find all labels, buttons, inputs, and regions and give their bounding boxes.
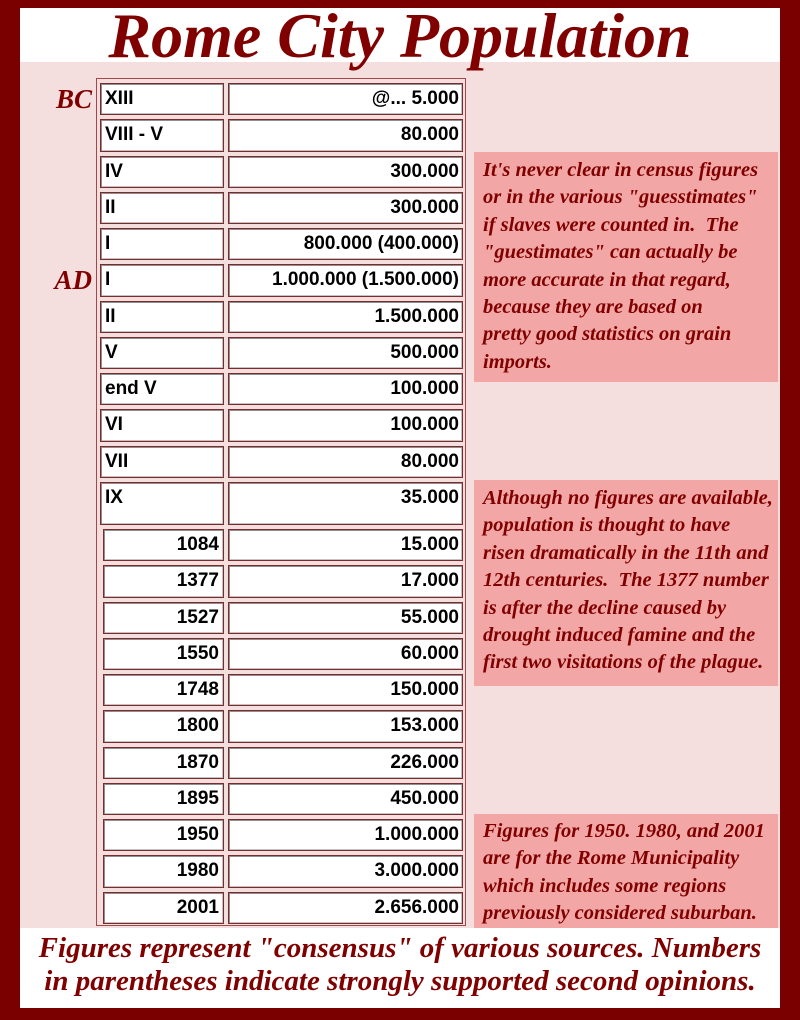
table-row [97,444,465,480]
century-cell: II [100,192,224,224]
year-cell: 1870 [103,747,224,779]
population-cell: 80.000 [228,446,463,478]
population-cell: 3.000.000 [228,855,463,887]
population-cell: 150.000 [228,674,463,706]
note-medieval-population [474,480,778,686]
year-cell: 1377 [103,565,224,597]
year-cell: 1800 [103,710,224,742]
note-municipality-figures [474,814,778,928]
note-line: is after the decline caused by [483,596,727,619]
century-cell: end V [100,373,224,405]
century-cell: XIII [100,83,224,115]
population-cell: 17.000 [228,565,463,597]
population-cell: 800.000 (400.000) [228,228,463,260]
table-row [97,407,465,443]
era-label: BC [55,84,92,114]
population-cell: 100.000 [228,373,463,405]
note-line: if slaves were counted in. The [483,213,739,236]
note-line: population is thought to have [483,514,731,537]
year-cell: 1084 [103,529,224,561]
population-cell: 55.000 [228,602,463,634]
table-row [97,600,465,636]
note-line: imports. [483,350,552,373]
note-line: pretty good statistics on grain [483,323,732,346]
century-cell: V [100,337,224,369]
table-row [97,636,465,672]
table-row [97,563,465,599]
population-cell: 153.000 [228,710,463,742]
century-cell: II [100,301,224,333]
population-cell: 226.000 [228,747,463,779]
note-line: because they are based on [483,296,703,319]
table-row [97,890,465,926]
table-row [97,335,465,371]
note-line: more accurate in that regard, [483,268,731,291]
table-row [97,371,465,407]
year-cell: 1550 [103,638,224,670]
century-cell: IX [100,482,224,525]
table-row [97,480,465,527]
footer-line: in parentheses indicate strongly supported second opinions. [44,965,756,997]
population-cell: 2.656.000 [228,892,463,924]
table-row [97,853,465,889]
year-cell: 1527 [103,602,224,634]
population-cell: 300.000 [228,156,463,188]
century-cell: VI [100,409,224,441]
table-row [97,817,465,853]
note-line: are for the Rome Municipality [483,847,740,870]
note-line: Although no figures are available, [483,487,773,509]
note-slave-counting [474,152,778,382]
population-cell: 35.000 [228,482,463,525]
note-line: It's never clear in census figures [483,159,759,181]
table-row [97,190,465,226]
century-cell: VIII - V [100,119,224,151]
note-line: "guestimates" can actually be [483,241,738,264]
table-row [97,154,465,190]
year-cell: 1748 [103,674,224,706]
footer-caption [20,932,780,998]
population-cell: 300.000 [228,192,463,224]
note-line: first two visitations of the plague. [483,651,764,674]
population-table [54,78,466,926]
era-label: AD [54,265,92,296]
population-cell: 1.000.000 [228,819,463,851]
note-line: Figures for 1950. 1980, and 2001 [483,820,765,842]
population-cell: @... 5.000 [228,83,463,115]
population-cell: 500.000 [228,337,463,369]
table-row [97,527,465,563]
table-row [97,299,465,335]
year-cell: 2001 [103,892,224,924]
century-cell: VII [100,446,224,478]
population-cell: 15.000 [228,529,463,561]
population-cell: 80.000 [228,119,463,151]
year-cell: 1980 [103,855,224,887]
note-line: 12th centuries. The 1377 number [483,569,769,592]
table-row [97,672,465,708]
table-row [55,81,465,117]
year-cell: 1895 [103,783,224,815]
population-cell: 1.000.000 (1.500.000) [228,264,463,296]
century-cell: I [100,228,224,260]
table-row [97,708,465,744]
note-line: which includes some regions [483,874,727,897]
population-cell: 60.000 [228,638,463,670]
population-cell: 1.500.000 [228,301,463,333]
page-title: Rome City Population [108,0,692,71]
note-line: drought induced famine and the [483,624,756,647]
table-row [97,745,465,781]
note-line: previously considered suburban. [483,902,757,925]
table-row [97,781,465,817]
century-cell: IV [100,156,224,188]
table-row [97,226,465,262]
note-line: or in the various "guesstimates" [483,186,758,209]
population-cell: 100.000 [228,409,463,441]
table-row [54,262,465,298]
table-row [97,117,465,153]
footer-line: Figures represent "consensus" of various sources. Numbers [38,932,762,964]
note-line: risen dramatically in the 11th and [483,541,769,564]
century-cell: I [100,264,224,296]
year-cell: 1950 [103,819,224,851]
population-cell: 450.000 [228,783,463,815]
